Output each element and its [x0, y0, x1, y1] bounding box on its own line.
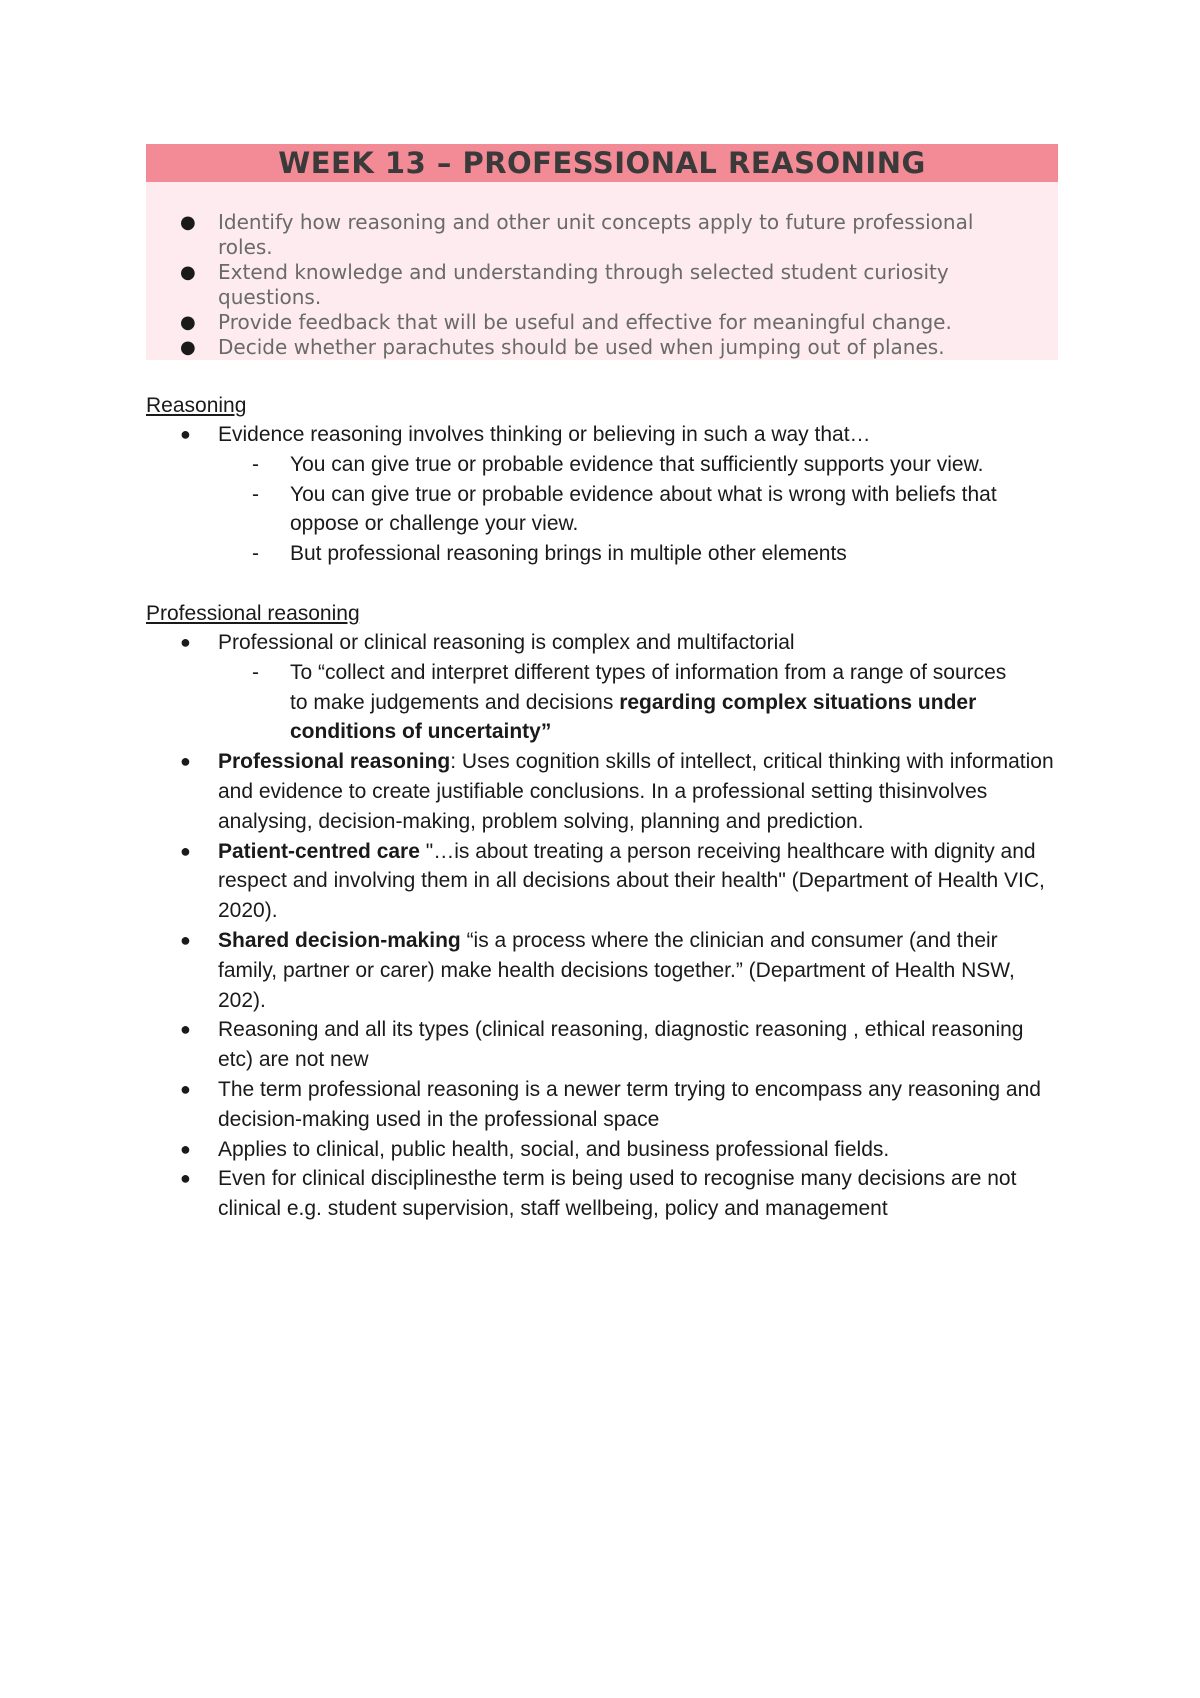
bullet-icon: ● — [180, 1168, 191, 1189]
reasoning-heading: Reasoning — [146, 394, 247, 417]
bullet-icon: ● — [180, 337, 196, 358]
list-item: ● The term professional reasoning is a newer term trying to encompass any reasoning and decision-making used in the professional space — [146, 1075, 1066, 1135]
list-item: ● Patient-centred care "…is about treating a person receiving healthcare with dignity and respect and involving them in all decisions about their health" (Department of Health VIC, 2020). — [146, 837, 1066, 926]
bullet-icon: ● — [180, 632, 191, 652]
bullet-icon: ● — [180, 312, 196, 333]
reasoning-list — [146, 420, 1066, 569]
list-item: - To “collect and interpret different types of information from a range of sources to make judgements and decisions regarding complex situations under conditions of uncertainty” — [218, 658, 1056, 747]
reasoning-sublist — [218, 450, 1056, 569]
bullet-icon: ● — [180, 929, 191, 950]
bullet-icon: ● — [180, 840, 191, 861]
bullet-icon: ● — [180, 751, 191, 772]
reasoning-section — [146, 392, 1066, 569]
dash-icon: - — [252, 542, 259, 566]
list-item: ● Professional or clinical reasoning is complex and multifactorial - To “collect and interpret different types of information from a range of sources to make judgements and decisions regarding complex situations under conditions of uncertainty” — [146, 628, 1066, 747]
bullet-icon: ● — [180, 1019, 191, 1040]
learning-objectives-box — [146, 182, 1058, 360]
objectives-list — [146, 210, 1058, 360]
list-item: ● Applies to clinical, public health, social, and business professional fields. — [146, 1135, 1066, 1165]
list-item: ● Extend knowledge and understanding through selected student curiosity questions. — [180, 260, 949, 309]
bullet-icon: ● — [180, 262, 196, 283]
dash-icon: - — [252, 660, 259, 684]
professional-reasoning-section — [146, 600, 1066, 1224]
list-item: - You can give true or probable evidence that sufficiently supports your view. — [218, 450, 1056, 480]
bullet-icon: ● — [180, 212, 196, 233]
list-item: - You can give true or probable evidence about what is wrong with beliefs that oppose or challenge your view. — [218, 480, 1056, 540]
professional-sublist — [218, 658, 1056, 747]
list-item: ● Professional reasoning: Uses cognition skills of intellect, critical thinking with information and evidence to create justifiable conclusions. In a professional setting thisinvolves analysing, decision-making, problem solving, planning and prediction. — [146, 747, 1066, 836]
list-item: ● Decide whether parachutes should be used when jumping out of planes. — [180, 335, 945, 359]
list-item: ● Shared decision-making “is a process where the clinician and consumer (and their family, partner or carer) make health decisions together.” (Department of Health NSW, 202). — [146, 926, 1066, 1015]
list-item: ● Even for clinical disciplinesthe term is being used to recognise many decisions are not clinical e.g. student supervision, staff wellbeing, policy and management — [146, 1164, 1066, 1224]
professional-reasoning-list — [146, 628, 1066, 1224]
list-item: ● Evidence reasoning involves thinking or believing in such a way that… - You can give true or probable evidence that sufficiently supports your view. - You can give true or probable evidence about what is wrong with beliefs that oppose or challenge your view. - But professional reasoning brings in multiple other elements — [146, 420, 1066, 569]
bullet-icon: ● — [180, 1138, 191, 1159]
dash-icon: - — [252, 482, 259, 506]
list-item: - But professional reasoning brings in multiple other elements — [218, 539, 1056, 569]
page-title: WEEK 13 – PROFESSIONAL REASONING — [278, 146, 926, 180]
list-item: ● Provide feedback that will be useful and effective for meaningful change. — [180, 310, 952, 334]
bullet-icon: ● — [180, 1078, 191, 1099]
professional-reasoning-heading: Professional reasoning — [146, 602, 360, 625]
bullet-icon: ● — [180, 424, 191, 444]
dash-icon: - — [252, 452, 259, 476]
title-banner — [146, 144, 1058, 182]
list-item: ● Reasoning and all its types (clinical reasoning, diagnostic reasoning , ethical reasoning etc) are not new — [146, 1015, 1066, 1075]
list-item: ● Identify how reasoning and other unit concepts apply to future professional roles. — [180, 210, 974, 259]
